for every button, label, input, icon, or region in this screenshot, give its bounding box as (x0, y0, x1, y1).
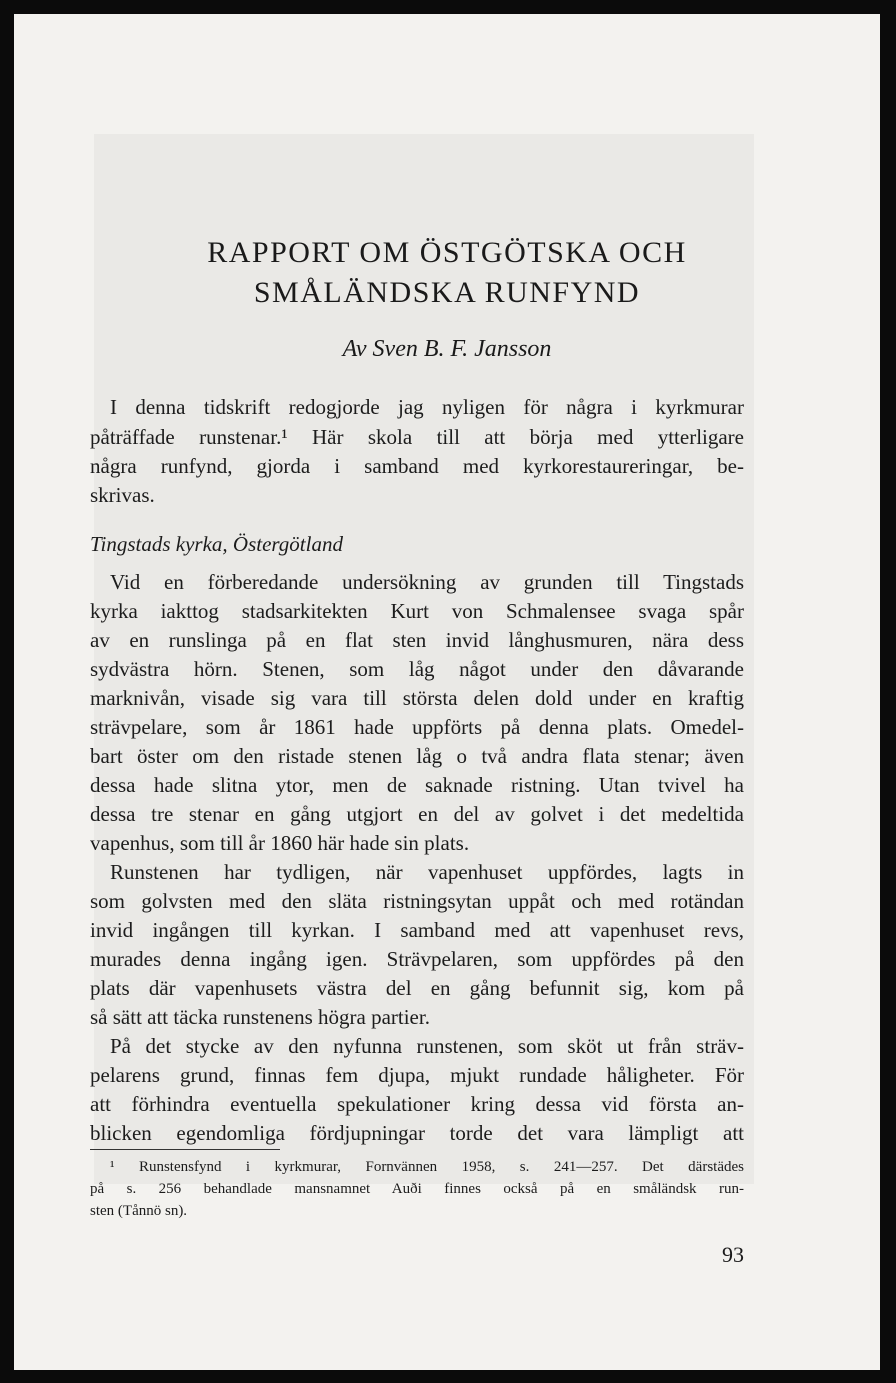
footnote-line: på s. 256 behandlade mansnamnet Auði finnes också på en småländsk run- (90, 1181, 744, 1197)
body-line: av en runslinga på en flat sten invid långhusmuren, nära dess (90, 628, 744, 652)
footnote-line: ¹ Runstensfynd i kyrkmurar, Fornvännen 1958, s. 241—257. Det därstädes (110, 1159, 744, 1175)
body-line: som golvsten med den släta ristningsytan uppåt och med rotändan (90, 889, 744, 913)
journal-page (14, 14, 880, 1370)
section-heading: Tingstads kyrka, Östergötland (90, 532, 343, 556)
page-number: 93 (722, 1242, 744, 1267)
article-byline: Av Sven B. F. Jansson (342, 336, 552, 362)
body-line: vapenhus, som till år 1860 här hade sin plats. (90, 831, 470, 855)
article-title-line-1: RAPPORT OM ÖSTGÖTSKA OCH (207, 236, 687, 269)
footnote-line: sten (Tånnö sn). (90, 1203, 188, 1219)
intro-line: några runfynd, gjorda i samband med kyrkorestaureringar, be- (90, 454, 744, 478)
body-line: strävpelare, som år 1861 hade uppförts på denna plats. Omedel- (90, 715, 744, 739)
body-line: att förhindra eventuella spekulationer kring dessa vid första an- (90, 1092, 744, 1116)
body-line: plats där vapenhusets västra del en gång befunnit sig, kom på (90, 976, 744, 1000)
body-line: Vid en förberedande undersökning av grunden till Tingstads (110, 570, 744, 594)
body-line: bart öster om den ristade stenen låg o två andra flata stenar; även (90, 744, 744, 768)
intro-line: skrivas. (90, 483, 155, 507)
body-line: så sätt att täcka runstenens högra partier. (90, 1005, 430, 1029)
intro-line: I denna tidskrift redogjorde jag nyligen för några i kyrkmurar (110, 395, 744, 419)
article-title-line-2: SMÅLÄNDSKA RUNFYND (253, 276, 641, 309)
body-line: På det stycke av den nyfunna runstenen, som sköt ut från sträv- (110, 1034, 744, 1058)
body-line: kyrka iakttog stadsarkitekten Kurt von Schmalensee svaga spår (90, 599, 744, 623)
body-line: Runstenen har tydligen, när vapenhuset uppfördes, lagts in (110, 860, 744, 884)
intro-line: påträffade runstenar.¹ Här skola till att börja med ytterligare (90, 425, 744, 449)
body-line: pelarens grund, finnas fem djupa, mjukt rundade håligheter. För (90, 1063, 744, 1087)
body-line: sydvästra hörn. Stenen, som låg något under den dåvarande (90, 657, 744, 681)
footnote-rule (90, 1149, 280, 1150)
body-line: dessa tre stenar en gång utgjort en del av golvet i det medeltida (90, 802, 744, 826)
body-line: blicken egendomliga fördjupningar torde det vara lämpligt att (90, 1121, 744, 1145)
body-line: marknivån, visade sig vara till största delen dold under en kraftig (90, 686, 744, 710)
body-line: invid ingången till kyrkan. I samband med att vapenhuset revs, (90, 918, 744, 942)
body-line: murades denna ingång igen. Strävpelaren, som uppfördes på den (90, 947, 744, 971)
body-line: dessa hade slitna ytor, men de saknade ristning. Utan tvivel ha (90, 773, 744, 797)
